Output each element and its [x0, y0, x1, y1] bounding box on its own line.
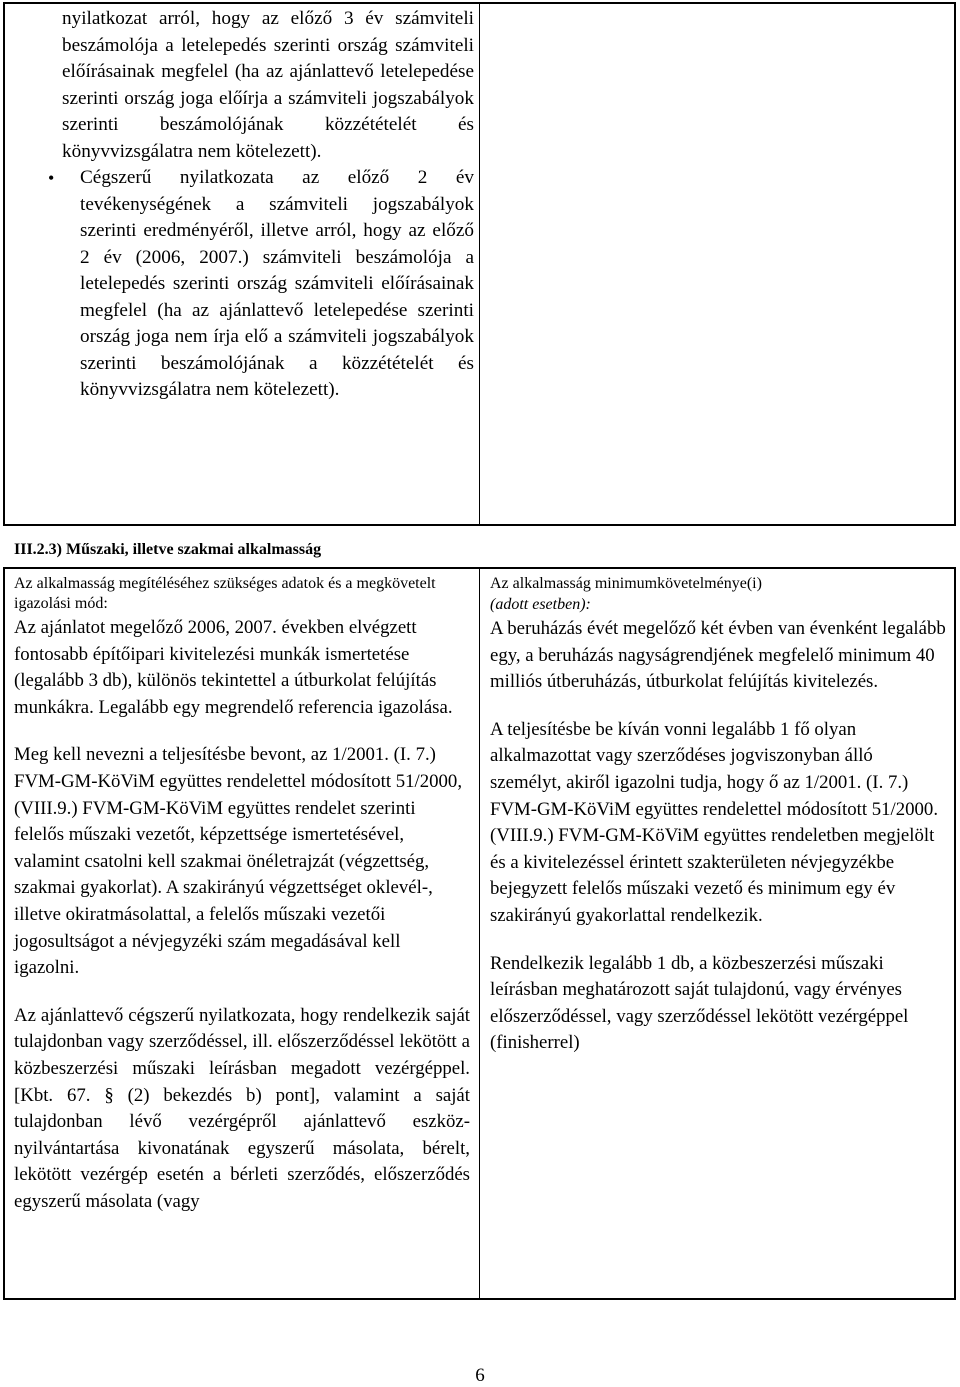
right-column-header-sub: (adott esetben): — [490, 596, 591, 613]
bullet-text: Cégszerű nyilatkozata az előző 2 év tevékenységének a számviteli jogszabályok szerinti eredményéről, illetve arról, hogy az előző 2 év (2006, 2007.) számviteli beszámolója a letelepedés szerinti ország számviteli előírásainak megfelel (ha az ajánlattevő letelepedése szerinti ország joga nem írja elő a számviteli jogszabályok szerinti beszámolójának a közzétételét és könyvvizsgálatra nem kötelezett). — [80, 167, 474, 400]
left-column-header: Az alkalmasság megítéléséhez szükséges adatok és a megkövetelt igazolási mód: — [14, 575, 436, 612]
bullet-dot-icon: • — [48, 168, 55, 188]
right-paragraph-min-projects: A beruházás évét megelőző két évben van évenként legalább egy, a beruházás nagyságrendjének megfelelő minimum 40 milliós útberuházás, útburkolat felújítás kivitelezés. — [490, 618, 946, 693]
left-column — [14, 574, 470, 1215]
top-table-divider — [479, 2, 480, 526]
left-paragraph-technical-lead: Meg kell nevezni a teljesítésbe bevont, az 1/2001. (I. 7.) FVM-GM-KöViM együttes rendelettel módosított 51/2000, (VIII.9.) FVM-GM-KöViM együttes rendelet szerinti felelős műszaki vezetőt, képzettsége ismertetésével, valamint csatolni kell szakmai önéletrajzát (végzettség, szakmai gyakorlat). A szakirányú végzettséget oklevél-, illetve okiratmásolattal, a felelős műszaki vezetői jogosultságot a névjegyzéki szám megadásával kell igazolni. — [14, 744, 463, 979]
page-number: 6 — [475, 1365, 485, 1386]
top-paragraph: nyilatkozat arról, hogy az előző 3 év számviteli beszámolója a letelepedés szerinti ország számviteli előírásainak megfelel (ha az ajánlattevő letelepedése szerinti ország joga előírja a számviteli jogszabályok szerinti beszámolójának közzétételét és könyvvizsgálatra nem kötelezett). — [62, 8, 474, 162]
top-left-cell — [48, 6, 474, 404]
bullet-item — [48, 165, 474, 404]
bottom-table-divider — [479, 567, 480, 1300]
left-paragraph-machinery: Az ajánlattevő cégszerű nyilatkozata, hogy rendelkezik saját tulajdonban vagy szerződéssel, ill. előszerződéssel lekötött a közbeszerzési műszaki leírásban megadott vezérgéppel. [Kbt. 67. § (2) bekezdés b) pont], valamint a saját tulajdonban lévő vezérgépről ajánlattevő eszköz-nyilvántartása kivonatának egyszerű másolata, bérelt, lekötött vezérgép esetén a bérleti szerződés, előszerződés egyszerű másolata (vagy — [14, 1004, 470, 1212]
right-paragraph-min-machinery: Rendelkezik legalább 1 db, a közbeszerzési műszaki leírásban meghatározott saját tulajdonú, vagy érvényes előszerződéssel, vagy szerződéssel lekötött vezérgéppel (finisherrel) — [490, 952, 909, 1054]
right-column-header: Az alkalmasság minimumkövetelménye(i) — [490, 575, 762, 592]
right-paragraph-min-staff: A teljesítésbe be kíván vonni legalább 1 fő olyan alkalmazottat vagy szerződéses jogviszonyban álló személyt, akiről igazolni tudja, hogy ő az 1/2001. (I. 7.) FVM-GM-KöViM együttes rendelettel módosított 51/2000. (VIII.9.) FVM-GM-KöViM együttes rendeletben megjelölt és a kivitelezéssel érintett szakterületen névjegyzékbe bejegyzett felelős műszaki vezető és minimum egy év szakirányú gyakorlattal rendelkezik. — [490, 718, 939, 926]
left-paragraph-references: Az ajánlatot megelőző 2006, 2007. években elvégzett fontosabb építőipari kivitelezési munkák ismertetése (legalább 3 db), különös tekintettel a útburkolat felújítás munkákra. Legalább egy megrendelő referencia igazolása. — [14, 617, 453, 718]
section-title: III.2.3) Műszaki, illetve szakmai alkalmasság — [14, 541, 322, 558]
right-column — [490, 574, 946, 1057]
